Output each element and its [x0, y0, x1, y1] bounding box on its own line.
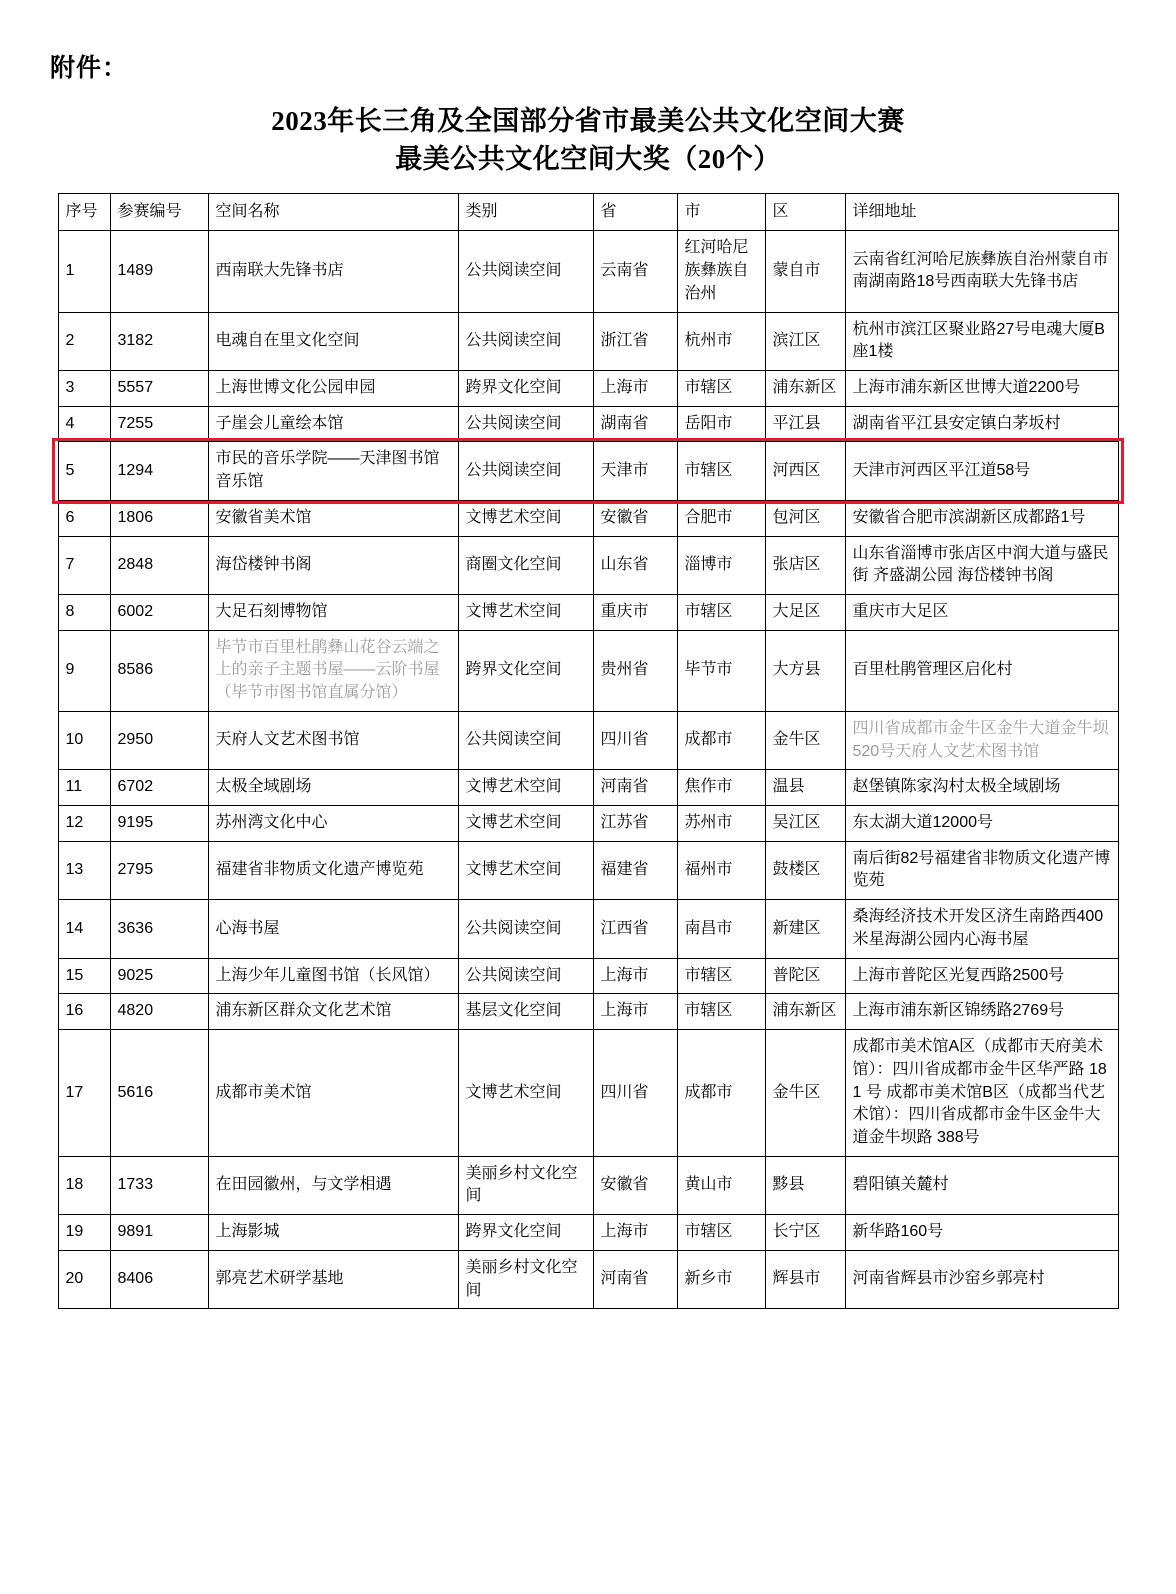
- cell-category: 文博艺术空间: [458, 770, 593, 806]
- cell-entry-no: 9025: [110, 958, 208, 994]
- table-row: [58, 500, 1118, 536]
- table-row: [58, 630, 1118, 711]
- cell-address: 河南省辉县市沙窑乡郭亮村: [845, 1250, 1118, 1308]
- cell-index: 6: [58, 500, 110, 536]
- table-header-row: [58, 193, 1118, 231]
- page-title: [148, 102, 1028, 179]
- cell-province: 四川省: [593, 711, 677, 769]
- cell-district: 浦东新区: [765, 370, 845, 406]
- cell-index: 19: [58, 1215, 110, 1251]
- cell-city: 红河哈尼族彝族自治州: [677, 231, 765, 312]
- cell-district: 滨江区: [765, 312, 845, 370]
- cell-province: 上海市: [593, 958, 677, 994]
- cell-index: 8: [58, 595, 110, 631]
- cell-index: 1: [58, 231, 110, 312]
- cell-district: 金牛区: [765, 1030, 845, 1157]
- cell-entry-no: 5557: [110, 370, 208, 406]
- cell-category: 文博艺术空间: [458, 841, 593, 899]
- cell-category: 文博艺术空间: [458, 806, 593, 842]
- cell-district: 普陀区: [765, 958, 845, 994]
- cell-category: 公共阅读空间: [458, 312, 593, 370]
- cell-space-name: 西南联大先锋书店: [208, 231, 458, 312]
- cell-address: 东太湖大道12000号: [845, 806, 1118, 842]
- cell-address: 重庆市大足区: [845, 595, 1118, 631]
- header-district: 区: [765, 193, 845, 231]
- cell-city: 岳阳市: [677, 406, 765, 442]
- cell-address: 湖南省平江县安定镇白茅坂村: [845, 406, 1118, 442]
- cell-address: 天津市河西区平江道58号: [845, 442, 1118, 500]
- table-row: [58, 536, 1118, 594]
- cell-city: 市辖区: [677, 1215, 765, 1251]
- cell-space-name: 郭亮艺术研学基地: [208, 1250, 458, 1308]
- cell-province: 河南省: [593, 770, 677, 806]
- cell-city: 南昌市: [677, 900, 765, 958]
- cell-space-name: 安徽省美术馆: [208, 500, 458, 536]
- cell-space-name: 上海世博文化公园申园: [208, 370, 458, 406]
- cell-entry-no: 4820: [110, 994, 208, 1030]
- cell-address: 百里杜鹃管理区启化村: [845, 630, 1118, 711]
- cell-space-name: 电魂自在里文化空间: [208, 312, 458, 370]
- cell-province: 河南省: [593, 1250, 677, 1308]
- cell-category: 跨界文化空间: [458, 1215, 593, 1251]
- title-line-1: 2023年长三角及全国部分省市最美公共文化空间大赛: [271, 106, 905, 136]
- cell-space-name: 浦东新区群众文化艺术馆: [208, 994, 458, 1030]
- cell-address: 山东省淄博市张店区中润大道与盛民街 齐盛湖公园 海岱楼钟书阁: [845, 536, 1118, 594]
- cell-district: 包河区: [765, 500, 845, 536]
- cell-province: 上海市: [593, 370, 677, 406]
- header-index: 序号: [58, 193, 110, 231]
- cell-entry-no: 5616: [110, 1030, 208, 1157]
- cell-space-name: 成都市美术馆: [208, 1030, 458, 1157]
- cell-index: 2: [58, 312, 110, 370]
- cell-entry-no: 6702: [110, 770, 208, 806]
- cell-province: 福建省: [593, 841, 677, 899]
- cell-address: 四川省成都市金牛区金牛大道金牛坝520号天府人文艺术图书馆: [845, 711, 1118, 769]
- cell-district: 张店区: [765, 536, 845, 594]
- cell-category: 美丽乡村文化空间: [458, 1156, 593, 1214]
- cell-address: 成都市美术馆A区（成都市天府美术馆）：四川省成都市金牛区华严路 181 号 成都市美术馆B区（成都当代艺术馆）：四川省成都市金牛区金牛大道金牛坝路 388号: [845, 1030, 1118, 1157]
- cell-district: 蒙自市: [765, 231, 845, 312]
- cell-category: 跨界文化空间: [458, 630, 593, 711]
- cell-city: 成都市: [677, 1030, 765, 1157]
- cell-space-name: 海岱楼钟书阁: [208, 536, 458, 594]
- cell-district: 吴江区: [765, 806, 845, 842]
- cell-space-name: 毕节市百里杜鹃彝山花谷云端之上的亲子主题书屋——云阶书屋（毕节市图书馆直属分馆）: [208, 630, 458, 711]
- table-row: [58, 770, 1118, 806]
- cell-province: 重庆市: [593, 595, 677, 631]
- cell-entry-no: 9195: [110, 806, 208, 842]
- cell-city: 市辖区: [677, 442, 765, 500]
- table-row: [58, 1030, 1118, 1157]
- table-row: [58, 806, 1118, 842]
- table-row: [58, 231, 1118, 312]
- cell-city: 市辖区: [677, 958, 765, 994]
- cell-district: 辉县市: [765, 1250, 845, 1308]
- cell-category: 美丽乡村文化空间: [458, 1250, 593, 1308]
- cell-province: 天津市: [593, 442, 677, 500]
- cell-city: 合肥市: [677, 500, 765, 536]
- cell-province: 江西省: [593, 900, 677, 958]
- cell-city: 市辖区: [677, 370, 765, 406]
- cell-space-name: 子崖会儿童绘本馆: [208, 406, 458, 442]
- cell-address: 安徽省合肥市滨湖新区成都路1号: [845, 500, 1118, 536]
- cell-entry-no: 1806: [110, 500, 208, 536]
- cell-province: 贵州省: [593, 630, 677, 711]
- header-city: 市: [677, 193, 765, 231]
- cell-address: 桑海经济技术开发区济生南路西400米星海湖公园内心海书屋: [845, 900, 1118, 958]
- cell-index: 10: [58, 711, 110, 769]
- cell-category: 公共阅读空间: [458, 231, 593, 312]
- cell-city: 福州市: [677, 841, 765, 899]
- cell-index: 15: [58, 958, 110, 994]
- header-province: 省: [593, 193, 677, 231]
- table-row: [58, 370, 1118, 406]
- cell-index: 11: [58, 770, 110, 806]
- cell-entry-no: 3182: [110, 312, 208, 370]
- cell-district: 金牛区: [765, 711, 845, 769]
- cell-index: 14: [58, 900, 110, 958]
- cell-district: 大足区: [765, 595, 845, 631]
- cell-district: 鼓楼区: [765, 841, 845, 899]
- cell-city: 焦作市: [677, 770, 765, 806]
- cell-address: 碧阳镇关麓村: [845, 1156, 1118, 1214]
- cell-space-name: 大足石刻博物馆: [208, 595, 458, 631]
- cell-district: 浦东新区: [765, 994, 845, 1030]
- cell-province: 云南省: [593, 231, 677, 312]
- header-entry-no: 参赛编号: [110, 193, 208, 231]
- cell-category: 文博艺术空间: [458, 1030, 593, 1157]
- cell-index: 16: [58, 994, 110, 1030]
- table-row: [58, 312, 1118, 370]
- cell-province: 安徽省: [593, 1156, 677, 1214]
- cell-index: 12: [58, 806, 110, 842]
- table-row: [58, 841, 1118, 899]
- cell-entry-no: 2795: [110, 841, 208, 899]
- cell-index: 9: [58, 630, 110, 711]
- cell-province: 浙江省: [593, 312, 677, 370]
- cell-index: 17: [58, 1030, 110, 1157]
- table-row: [58, 711, 1118, 769]
- cell-entry-no: 2848: [110, 536, 208, 594]
- header-address: 详细地址: [845, 193, 1118, 231]
- cell-province: 江苏省: [593, 806, 677, 842]
- cell-index: 4: [58, 406, 110, 442]
- cell-index: 3: [58, 370, 110, 406]
- cell-province: 山东省: [593, 536, 677, 594]
- cell-space-name: 上海少年儿童图书馆（长风馆）: [208, 958, 458, 994]
- table-row: [58, 958, 1118, 994]
- cell-entry-no: 6002: [110, 595, 208, 631]
- cell-address: 云南省红河哈尼族彝族自治州蒙自市南湖南路18号西南联大先锋书店: [845, 231, 1118, 312]
- cell-entry-no: 3636: [110, 900, 208, 958]
- cell-province: 安徽省: [593, 500, 677, 536]
- cell-space-name: 在田园徽州，与文学相遇: [208, 1156, 458, 1214]
- cell-category: 文博艺术空间: [458, 500, 593, 536]
- cell-space-name: 上海影城: [208, 1215, 458, 1251]
- cell-category: 商圈文化空间: [458, 536, 593, 594]
- cell-category: 公共阅读空间: [458, 442, 593, 500]
- title-line-2: 最美公共文化空间大奖（20个）: [395, 144, 781, 175]
- cell-district: 长宁区: [765, 1215, 845, 1251]
- table-row: [58, 442, 1118, 500]
- table-row: [58, 1156, 1118, 1214]
- cell-category: 基层文化空间: [458, 994, 593, 1030]
- cell-category: 公共阅读空间: [458, 406, 593, 442]
- cell-entry-no: 7255: [110, 406, 208, 442]
- cell-space-name: 福建省非物质文化遗产博览苑: [208, 841, 458, 899]
- cell-space-name: 心海书屋: [208, 900, 458, 958]
- cell-index: 20: [58, 1250, 110, 1308]
- cell-category: 跨界文化空间: [458, 370, 593, 406]
- cell-index: 13: [58, 841, 110, 899]
- cell-space-name: 苏州湾文化中心: [208, 806, 458, 842]
- cell-address: 上海市浦东新区世博大道2200号: [845, 370, 1118, 406]
- cell-district: 平江县: [765, 406, 845, 442]
- cell-province: 上海市: [593, 1215, 677, 1251]
- cell-address: 杭州市滨江区聚业路27号电魂大厦B座1楼: [845, 312, 1118, 370]
- cell-city: 新乡市: [677, 1250, 765, 1308]
- table-row: [58, 406, 1118, 442]
- award-list-table: [58, 193, 1119, 1310]
- table-row: [58, 1215, 1118, 1251]
- cell-city: 市辖区: [677, 595, 765, 631]
- cell-district: 大方县: [765, 630, 845, 711]
- cell-entry-no: 1733: [110, 1156, 208, 1214]
- cell-city: 市辖区: [677, 994, 765, 1030]
- cell-entry-no: 9891: [110, 1215, 208, 1251]
- cell-category: 公共阅读空间: [458, 900, 593, 958]
- header-space-name: 空间名称: [208, 193, 458, 231]
- cell-category: 文博艺术空间: [458, 595, 593, 631]
- cell-province: 四川省: [593, 1030, 677, 1157]
- table-row: [58, 1250, 1118, 1308]
- cell-address: 上海市普陀区光复西路2500号: [845, 958, 1118, 994]
- table-row: [58, 900, 1118, 958]
- header-category: 类别: [458, 193, 593, 231]
- table-body: [58, 231, 1118, 1309]
- cell-address: 南后街82号福建省非物质文化遗产博览苑: [845, 841, 1118, 899]
- cell-category: 公共阅读空间: [458, 711, 593, 769]
- cell-entry-no: 2950: [110, 711, 208, 769]
- cell-space-name: 天府人文艺术图书馆: [208, 711, 458, 769]
- cell-entry-no: 1294: [110, 442, 208, 500]
- cell-address: 上海市浦东新区锦绣路2769号: [845, 994, 1118, 1030]
- cell-space-name: 市民的音乐学院——天津图书馆音乐馆: [208, 442, 458, 500]
- cell-address: 新华路160号: [845, 1215, 1118, 1251]
- cell-city: 成都市: [677, 711, 765, 769]
- cell-entry-no: 8586: [110, 630, 208, 711]
- table-row: [58, 595, 1118, 631]
- table-row: [58, 994, 1118, 1030]
- cell-address: 赵堡镇陈家沟村太极全域剧场: [845, 770, 1118, 806]
- cell-index: 7: [58, 536, 110, 594]
- cell-city: 苏州市: [677, 806, 765, 842]
- cell-index: 5: [58, 442, 110, 500]
- attachment-label: 附件：: [50, 55, 129, 82]
- cell-entry-no: 8406: [110, 1250, 208, 1308]
- cell-district: 温县: [765, 770, 845, 806]
- cell-entry-no: 1489: [110, 231, 208, 312]
- cell-province: 上海市: [593, 994, 677, 1030]
- cell-city: 黄山市: [677, 1156, 765, 1214]
- cell-city: 毕节市: [677, 630, 765, 711]
- cell-district: 黟县: [765, 1156, 845, 1214]
- cell-province: 湖南省: [593, 406, 677, 442]
- cell-city: 淄博市: [677, 536, 765, 594]
- cell-city: 杭州市: [677, 312, 765, 370]
- cell-category: 公共阅读空间: [458, 958, 593, 994]
- cell-district: 河西区: [765, 442, 845, 500]
- cell-index: 18: [58, 1156, 110, 1214]
- cell-district: 新建区: [765, 900, 845, 958]
- cell-space-name: 太极全域剧场: [208, 770, 458, 806]
